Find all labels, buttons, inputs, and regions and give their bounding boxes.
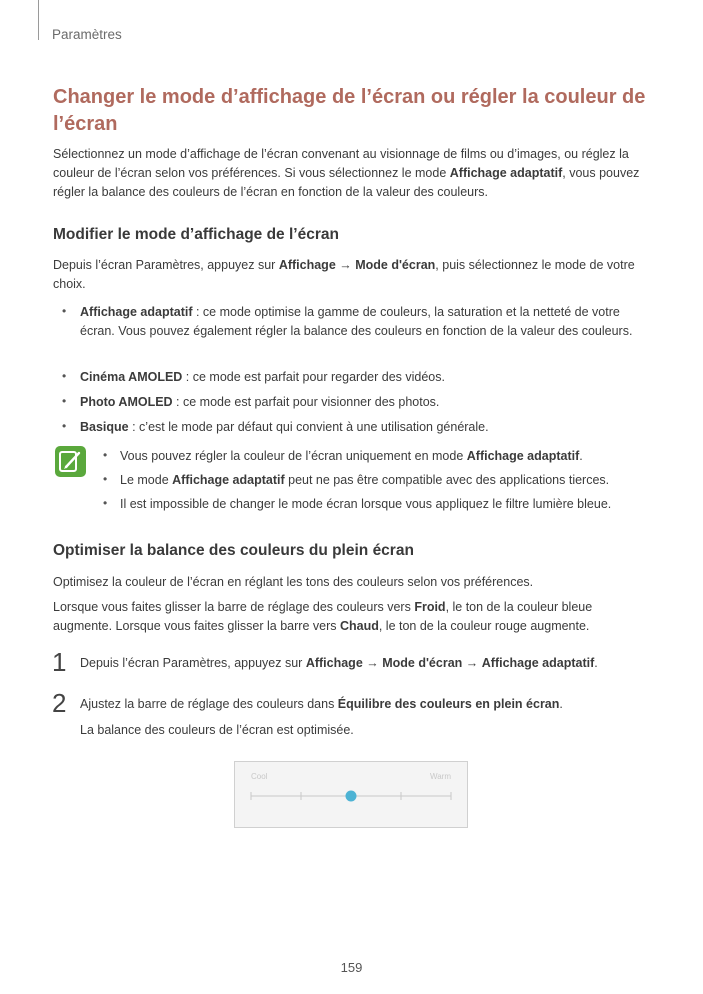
step-number: 2: [52, 688, 67, 718]
note-item: Le mode Affichage adaptatif peut ne pas être compatible avec des applications tierces.: [120, 473, 610, 487]
step-text: Ajustez la barre de réglage des couleurs dans Équilibre des couleurs en plein écran.: [80, 697, 563, 711]
section1-instruction: Depuis l’écran Paramètres, appuyez sur Affichage → Mode d'écran, puis sélectionnez le mode de votre choix.: [53, 258, 635, 291]
step-text: Depuis l’écran Paramètres, appuyez sur Affichage → Mode d'écran → Affichage adaptatif.: [80, 656, 598, 670]
page-title: Changer le mode d’affichage de l’écran ou régler la couleur de l’écran: [53, 86, 646, 135]
bullet-dot: •: [62, 394, 67, 408]
slider-left-label: Cool: [251, 772, 268, 781]
note-item: Vous pouvez régler la couleur de l’écran uniquement en mode Affichage adaptatif.: [120, 449, 583, 463]
list-item: Cinéma AMOLED : ce mode est parfait pour regarder des vidéos.: [80, 370, 445, 384]
slider-thumb: [346, 791, 357, 802]
header-rule: [38, 0, 39, 40]
note-icon: [55, 446, 86, 477]
color-balance-slider-screenshot: [234, 761, 468, 828]
section2-paragraph-1: Optimisez la couleur de l’écran en réglant les tons des couleurs selon vos préférences.: [53, 575, 534, 589]
note-item: Il est impossible de changer le mode écran lorsque vous appliquez le filtre lumière bleue.: [120, 497, 612, 511]
intro-paragraph: Sélectionnez un mode d’affichage de l’écran convenant au visionnage de films ou d’images, ou réglez la couleur de l’écran selon vos préférences. Si vous sélectionnez le mode Affichage adaptatif, vous pouvez régler la balance des couleurs de l’écran en fonction de la valeur des couleurs.: [53, 147, 640, 199]
bullet-dot: •: [62, 419, 67, 433]
bullet-dot: •: [62, 304, 67, 318]
section2-heading: Optimiser la balance des couleurs du plein écran: [53, 542, 414, 559]
note-dot: •: [103, 496, 108, 510]
section1-heading: Modifier le mode d’affichage de l’écran: [53, 226, 339, 243]
step-number: 1: [52, 647, 67, 677]
bullet-dot: •: [62, 369, 67, 383]
list-item: Affichage adaptatif : ce mode optimise la gamme de couleurs, la saturation et la netteté de votre écran. Vous pouvez également régler la balance des couleurs en fonction de la valeur des couleurs.: [80, 305, 633, 338]
list-item: Basique : c’est le mode par défaut qui convient à une utilisation générale.: [80, 420, 489, 434]
page-number: 159: [340, 960, 363, 975]
list-item: Photo AMOLED : ce mode est parfait pour visionner des photos.: [80, 395, 440, 409]
header-section: Paramètres: [52, 27, 122, 42]
note-dot: •: [103, 448, 108, 462]
note-dot: •: [103, 472, 108, 486]
slider-right-label: Warm: [429, 772, 451, 781]
section2-paragraph-2: Lorsque vous faites glisser la barre de réglage des couleurs vers Froid, le ton de la couleur bleue augmente. Lorsque vous faites glisser la barre vers Chaud, le ton de la couleur rouge augmente.: [53, 600, 593, 633]
step-result: La balance des couleurs de l’écran est optimisée.: [80, 723, 354, 737]
